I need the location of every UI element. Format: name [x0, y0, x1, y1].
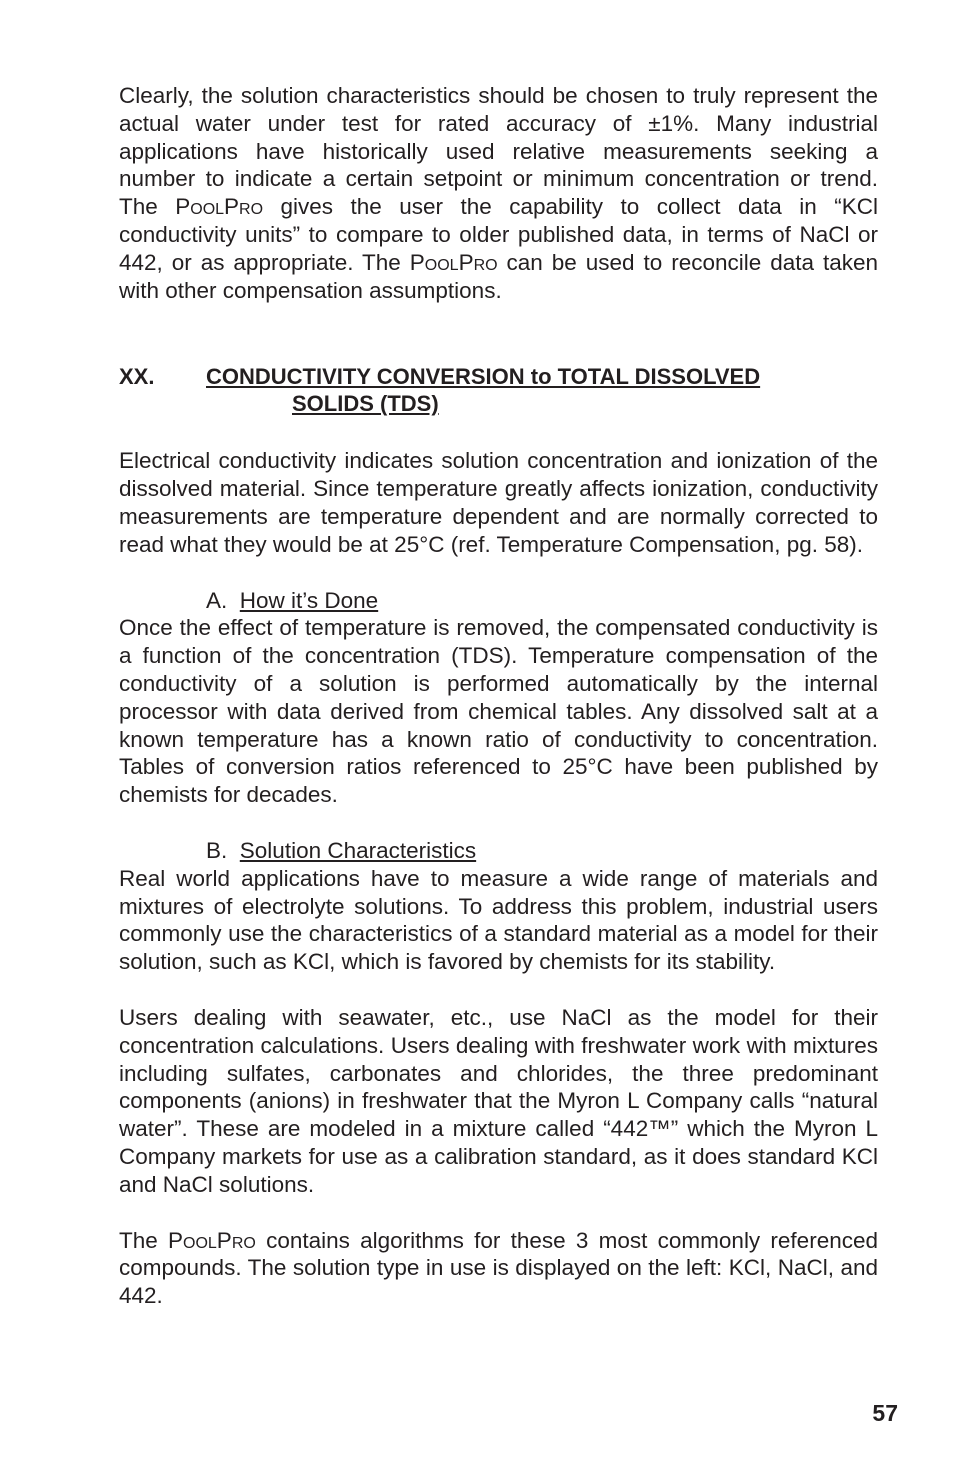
intro-paragraph [119, 82, 878, 304]
subsection-b-text: Real world applications have to measure a wide range of materials and mixtures of electrolyte solutions. To address this problem, industrial users commonly use the characteristics of a standard material as a model for their solution, such as KCl, which is favored by chemists for its stability. [119, 865, 878, 975]
section-title-line2: SOLIDS (TDS) [292, 391, 439, 416]
subsection-a-text: Once the effect of temperature is removed, the compensated conductivity is a function of the concentration (TDS). Temperature compensation of the conductivity of a solution is performed automatically by the internal processor with data derived from chemical tables. Any dissolved salt at a known temperature has a known ratio of conductivity to concentration. Tables of conversion ratios referenced to 25°C have been published by chemists for decades. [119, 615, 878, 808]
brand-name: PoolPro [175, 194, 264, 220]
section-number: XX. [119, 364, 155, 389]
algorithms-text-a: The [119, 1227, 169, 1253]
subsection-a-heading [119, 587, 878, 615]
algorithms-text-b: contains algorithms for these 3 most commonly referenced compounds. The solution type in use is displayed on the left: KCl, NaCl, and 442. [119, 1227, 878, 1309]
brand-name: PoolPro [409, 249, 498, 275]
subsection-title: Solution Characteristics [239, 837, 477, 863]
conductivity-paragraph: Electrical conductivity indicates solution concentration and ionization of the dissolved material. Since temperature greatly affects ionization, conductivity measurements are temperature dependent and are normally corrected to read what they would be at 25°C (ref. Temperature Compensation, pg. 58). [119, 448, 878, 557]
subsection-title: How it’s Done [239, 587, 379, 613]
seawater-paragraph: Users dealing with seawater, etc., use NaCl as the model for their concentration calculations. Users dealing with freshwater work with mixtures including sulfates, carbonates and chlorides, the three predominant components (anions) in freshwater that the Myron L Company calls “natural water”. These are modeled in a mixture called “442™” which the Myron L Company markets for use as a calibration standard, as it does standard KCl and NaCl solutions. [119, 1004, 878, 1197]
section-title-line1: CONDUCTIVITY CONVERSION to TOTAL DISSOLVED [206, 364, 761, 389]
intro-text-a: Clearly, the solution characteristics should be chosen to truly represent the actual water under test for rated accuracy of ±1%. Many industrial applications have historically used relative measurements seeking a number to indicate a certain setpoint or minimum concentration or trend. The [119, 83, 878, 220]
intro-text-c: can be used to reconcile data taken with other compensation assumptions. [119, 249, 879, 303]
brand-name: PoolPro [168, 1227, 256, 1253]
subsection-b-heading [119, 837, 878, 865]
subsection-letter: A. [206, 587, 228, 613]
subsection-letter: B. [206, 837, 228, 863]
page-body [119, 82, 878, 1310]
page-number: 57 [872, 1400, 898, 1426]
algorithms-paragraph [119, 1227, 878, 1310]
intro-text-b: gives the user the capability to collect data in “KCl conductivity units” to compare to older published data, in terms of NaCl or 442, or as appropriate. The [119, 194, 878, 275]
